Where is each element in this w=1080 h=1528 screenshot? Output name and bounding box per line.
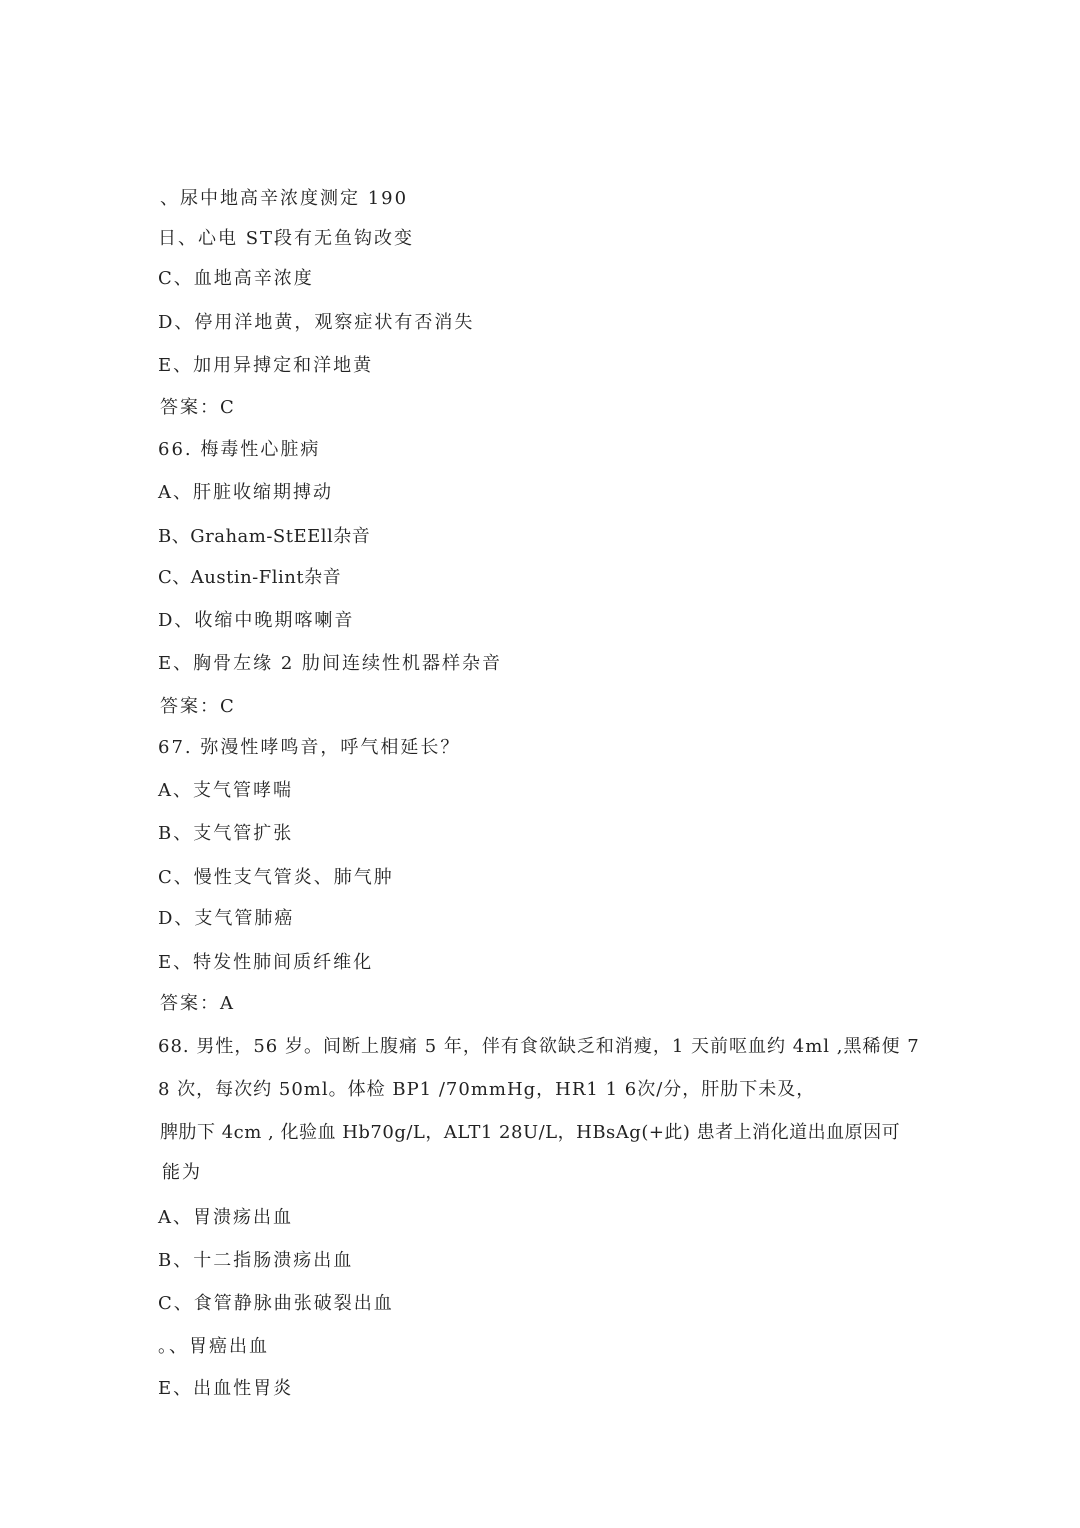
q65-answer: 答案：C bbox=[160, 397, 236, 418]
q66-option-a: A、肝脏收缩期搏动 bbox=[158, 482, 333, 503]
q67-option-d: D、支气管肺癌 bbox=[158, 908, 295, 929]
q66-question: 66. 梅毒性心脏病 bbox=[158, 439, 321, 460]
q66-option-e: E、胸骨左缘 2 肋间连续性机器样杂音 bbox=[158, 653, 503, 674]
q67-question: 67. 弥漫性哮鸣音，呼气相延长？ bbox=[158, 737, 461, 758]
q68-question-line-2: 8 次，每次约 50ml。体检 BP1 /70mmHg，HR1 1 6次/分，肝肋下未及， bbox=[158, 1079, 816, 1100]
q65-option-c: C、血地高辛浓度 bbox=[158, 268, 314, 289]
q66-option-c: C、Austin-Flint杂音 bbox=[158, 567, 342, 588]
q68-question-line-4: 能为 bbox=[162, 1162, 202, 1183]
q68-option-a: A、胃溃疡出血 bbox=[158, 1207, 293, 1228]
q65-option-b: 日、心电 ST段有无鱼钩改变 bbox=[158, 228, 415, 249]
q67-option-e: E、特发性肺间质纤维化 bbox=[158, 952, 374, 973]
q68-option-c: C、食管静脉曲张破裂出血 bbox=[158, 1293, 394, 1314]
q65-option-a: 、尿中地高辛浓度测定 190 bbox=[160, 188, 409, 209]
q65-option-d: D、停用洋地黄，观察症状有否消失 bbox=[158, 312, 475, 333]
q67-option-c: C、慢性支气管炎、肺气肿 bbox=[158, 867, 394, 888]
q68-option-e: E、出血性胃炎 bbox=[158, 1378, 294, 1399]
q67-option-b: B、支气管扩张 bbox=[158, 823, 294, 844]
q68-question-line-3: 脾肋下 4cm , 化验血 Hb70g/L，ALT1 28U/L，HBsAg(+此) 患者上消化道出血原因可 bbox=[160, 1122, 901, 1143]
q65-option-e: E、加用异搏定和洋地黄 bbox=[158, 355, 374, 376]
q68-question-line-1: 68. 男性，56 岁。间断上腹痛 5 年，伴有食欲缺乏和消瘦，1 天前呕血约 4ml ,黑稀便 7 bbox=[158, 1036, 920, 1057]
q66-option-d: D、收缩中晚期喀喇音 bbox=[158, 610, 355, 631]
q67-option-a: A、支气管哮喘 bbox=[158, 780, 293, 801]
q68-option-b: B、十二指肠溃疡出血 bbox=[158, 1250, 354, 1271]
q67-answer: 答案：A bbox=[160, 993, 235, 1014]
q68-option-d: 。、胃癌出血 bbox=[158, 1336, 269, 1357]
q66-option-b: B、Graham-StEEll杂音 bbox=[158, 526, 371, 547]
q66-answer: 答案：C bbox=[160, 696, 236, 717]
